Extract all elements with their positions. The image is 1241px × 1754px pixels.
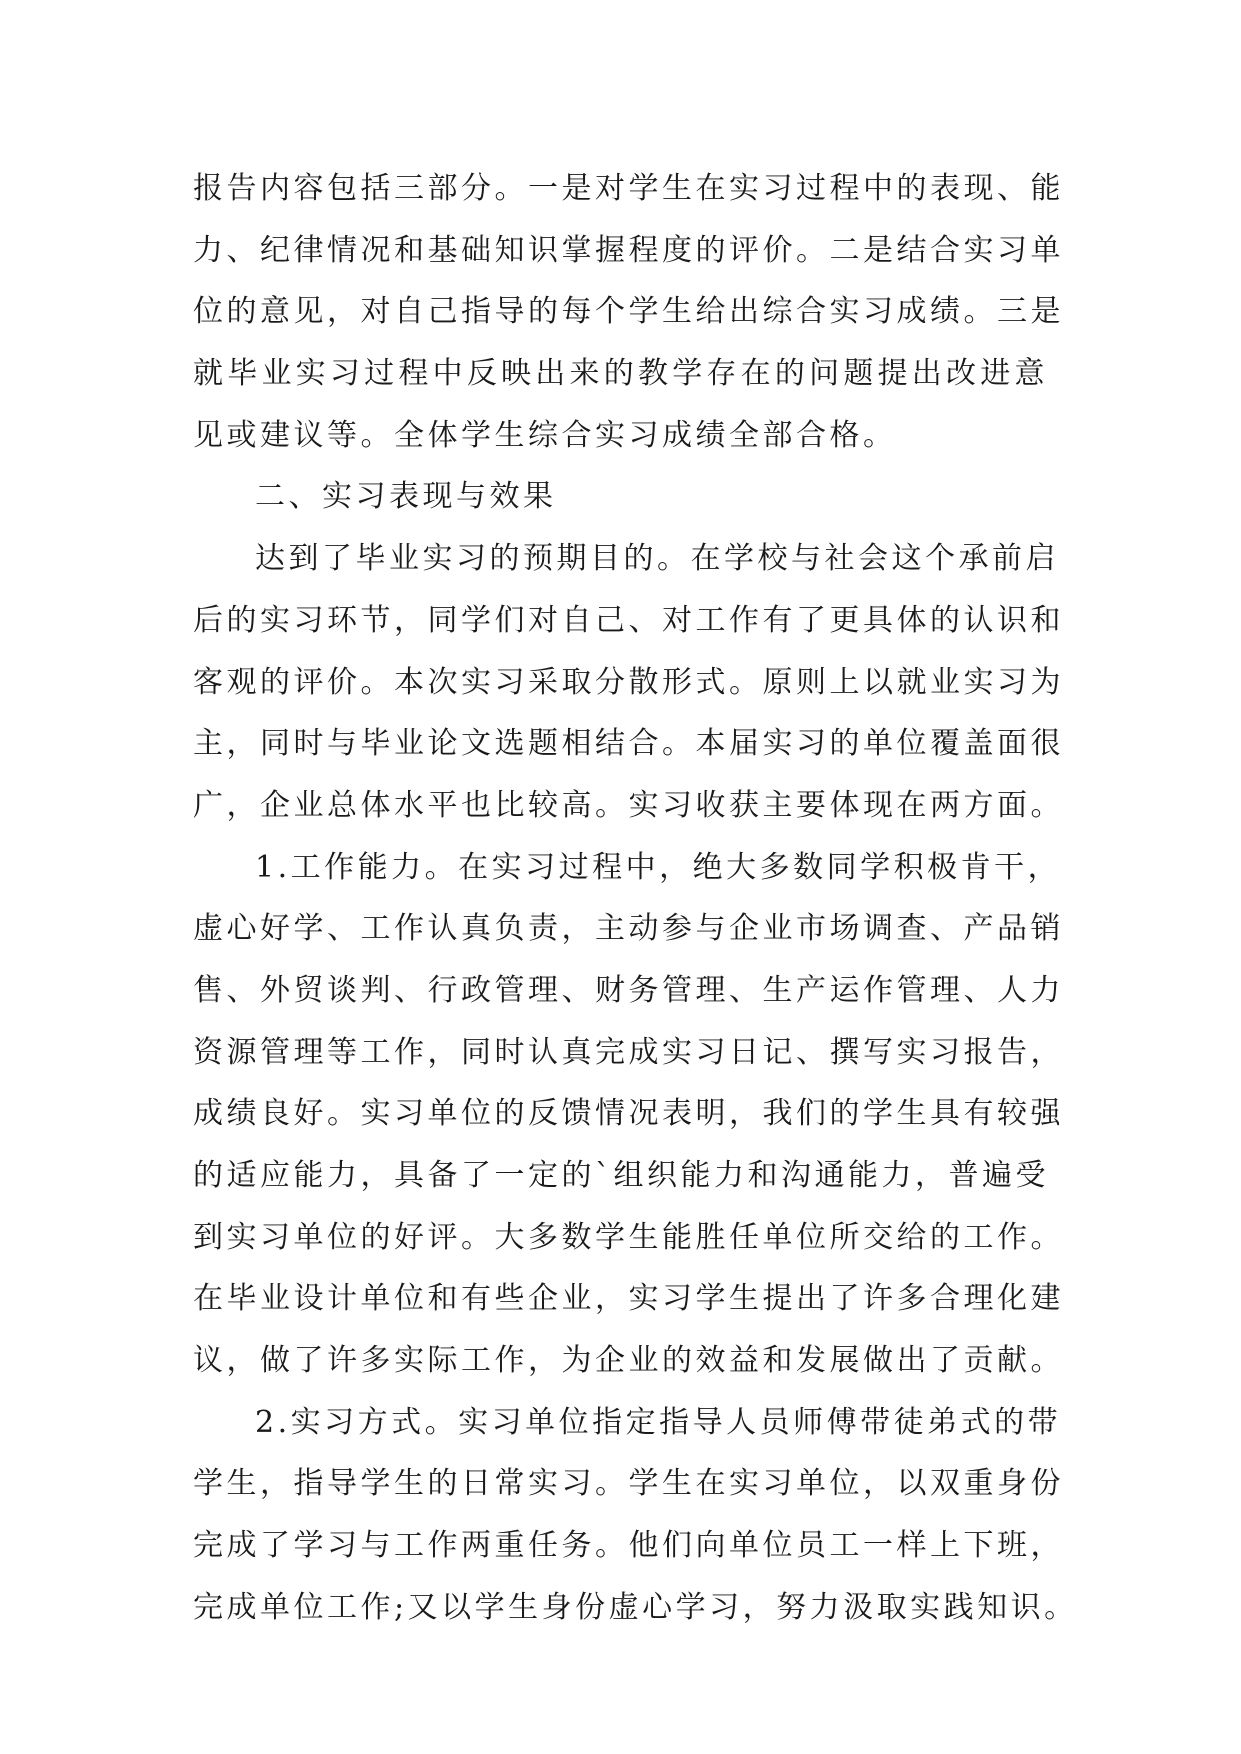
text-line: 在毕业设计单位和有些企业，实习学生提出了许多合理化建 [193,1281,1064,1317]
text-line: 售、外贸谈判、行政管理、财务管理、生产运作管理、人力 [193,972,1064,1008]
text-line: 到实习单位的好评。大多数学生能胜任单位所交给的工作。 [193,1219,1064,1255]
text-line: 资源管理等工作，同时认真完成实习日记、撰写实习报告， [193,1034,1064,1070]
text-line: 主，同时与毕业论文选题相结合。本届实习的单位覆盖面很 [193,726,1064,762]
text-line: 报告内容包括三部分。一是对学生在实习过程中的表现、能 [193,171,1064,206]
text-line: 1.工作能力。在实习过程中，绝大多数同学积极肯干， [255,849,1062,885]
text-line: 成绩良好。实习单位的反馈情况表明，我们的学生具有较强 [193,1096,1064,1132]
text-line: 位的意见，对自己指导的每个学生给出综合实习成绩。三是 [193,294,1064,330]
text-line: 2.实习方式。实习单位指定指导人员师傅带徒弟式的带 [255,1404,1062,1440]
text-line: 力、纪律情况和基础知识掌握程度的评价。二是结合实习单 [193,232,1064,268]
text-line: 后的实习环节，同学们对自己、对工作有了更具体的认识和 [193,602,1064,638]
text-line: 虚心好学、工作认真负责，主动参与企业市场调查、产品销 [193,911,1064,947]
text-line: 的适应能力，具备了一定的`组织能力和沟通能力，普遍受 [193,1158,1049,1193]
text-line: 客观的评价。本次实习采取分散形式。原则上以就业实习为 [193,664,1064,700]
text-line: 见或建议等。全体学生综合实习成绩全部合格。 [193,417,897,453]
text-line: 完成单位工作;又以学生身份虚心学习，努力汲取实践知识。 [193,1589,1078,1625]
text-line: 达到了毕业实习的预期目的。在学校与社会这个承前启 [255,541,1059,577]
text-line: 完成了学习与工作两重任务。他们向单位员工一样上下班， [193,1528,1064,1564]
text-line: 二、实习表现与效果 [255,479,557,515]
text-line: 就毕业实习过程中反映出来的教学存在的问题提出改进意 [193,356,1048,392]
text-line: 学生，指导学生的日常实习。学生在实习单位，以双重身份 [193,1466,1064,1502]
text-line: 广，企业总体水平也比较高。实习收获主要体现在两方面。 [193,787,1064,823]
document-body [193,158,1078,1639]
text-line: 议，做了许多实际工作，为企业的效益和发展做出了贡献。 [193,1343,1064,1379]
